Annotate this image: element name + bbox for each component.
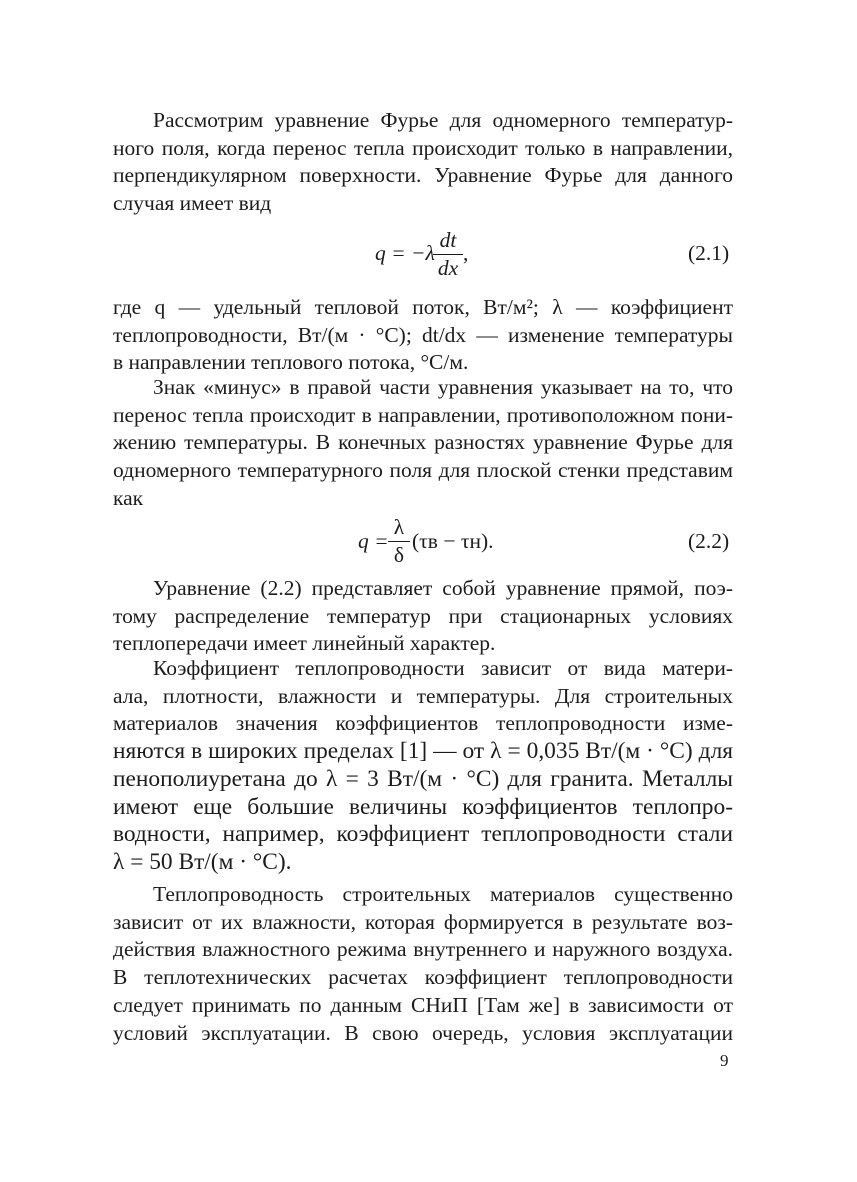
text-line: ного поля, когда перенос тепла происходит только в направлении, [113, 135, 733, 160]
text-line: В теплотехнических расчетах коэффициент теплопроводности [113, 965, 733, 990]
text-line: тому распределение температур при стационарных условиях [113, 603, 733, 628]
eq1-lhs: q = −λ [375, 241, 435, 265]
text-line: как [113, 485, 144, 510]
paragraph-5 [113, 655, 733, 877]
paragraph-2 [113, 294, 733, 377]
text-line: случая имеет вид [113, 191, 272, 216]
page-number: 9 [720, 1051, 729, 1070]
text-line: зависит от их влажности, которая формируется в результате воз- [113, 909, 733, 934]
text-line: Уравнение (2.2) представляет собой уравнение прямой, поэ- [153, 576, 733, 600]
eq2-number: (2.2) [688, 529, 730, 553]
eq2-numerator: λ [393, 515, 405, 539]
paragraph-3 [113, 374, 733, 513]
paragraph-6 [113, 881, 733, 1047]
text-line: водности, например, коэффициент теплопроводности стали [113, 821, 733, 848]
text-line: ала, плотности, влажности и температуры. Для строительных [113, 683, 733, 708]
eq2-rhs: (τв − τн). [412, 529, 494, 553]
text-line: жению температуры. В конечных разностях уравнение Фурье для [113, 430, 733, 455]
text-line: где q — удельный тепловой поток, Вт/м²; λ — коэффициент [113, 295, 733, 319]
text-line: следует принимать по данным СНиП [Там же] в зависимости от [113, 992, 733, 1017]
eq1-number: (2.1) [688, 241, 730, 265]
text-line: одномерного температурного поля для плоской стенки представим [113, 458, 733, 483]
text-line: действия влажностного режима внутреннего и наружного воздуха. [113, 937, 733, 962]
text-line: материалов значения коэффициентов теплопроводности изме- [113, 711, 733, 736]
eq2-denominator: δ [393, 543, 405, 567]
text-line: пенополиуретана до λ = 3 Вт/(м · °С) для гранита. Металлы [113, 765, 733, 792]
text-line: Знак «минус» в правой части уравнения указывает на то, что [153, 375, 733, 399]
text-line: перенос тепла происходит в направлении, противоположном пони- [113, 402, 733, 427]
text-line: имеют еще большие величины коэффициентов теплопро- [113, 793, 733, 820]
paragraph-4 [113, 575, 733, 658]
eq2-fraction [388, 514, 410, 569]
eq1-numerator: dt [439, 228, 457, 252]
text-line: теплопередачи имеет линейный характер. [113, 631, 496, 656]
text-line: Рассмотрим уравнение Фурье для одномерного температур- [153, 108, 733, 132]
paragraph-1 [113, 107, 733, 218]
text-line: перпендикулярном поверхности. Уравнение Фурье для данного [113, 163, 733, 188]
text-line: Теплопроводность строительных материалов существенно [153, 882, 733, 906]
text-line: няются в широких пределах [1] — от λ = 0,035 Вт/(м · °С) для [113, 738, 733, 765]
text-line: Коэффициент теплопроводности зависит от вида матери- [153, 656, 733, 680]
eq2-lhs: q = [358, 529, 389, 553]
eq1-fraction [433, 227, 463, 282]
text-line: в направлении теплового потока, °С/м. [113, 350, 469, 375]
eq1-tail: , [463, 241, 469, 265]
text-line: условий эксплуатации. В свою очередь, условия эксплуатации [113, 1020, 733, 1045]
eq1-denominator: dx [437, 256, 459, 280]
text-line: теплопроводности, Вт/(м · °С); dt/dx — изменение температуры [113, 322, 733, 347]
text-line: λ = 50 Вт/(м · °С). [113, 848, 292, 875]
